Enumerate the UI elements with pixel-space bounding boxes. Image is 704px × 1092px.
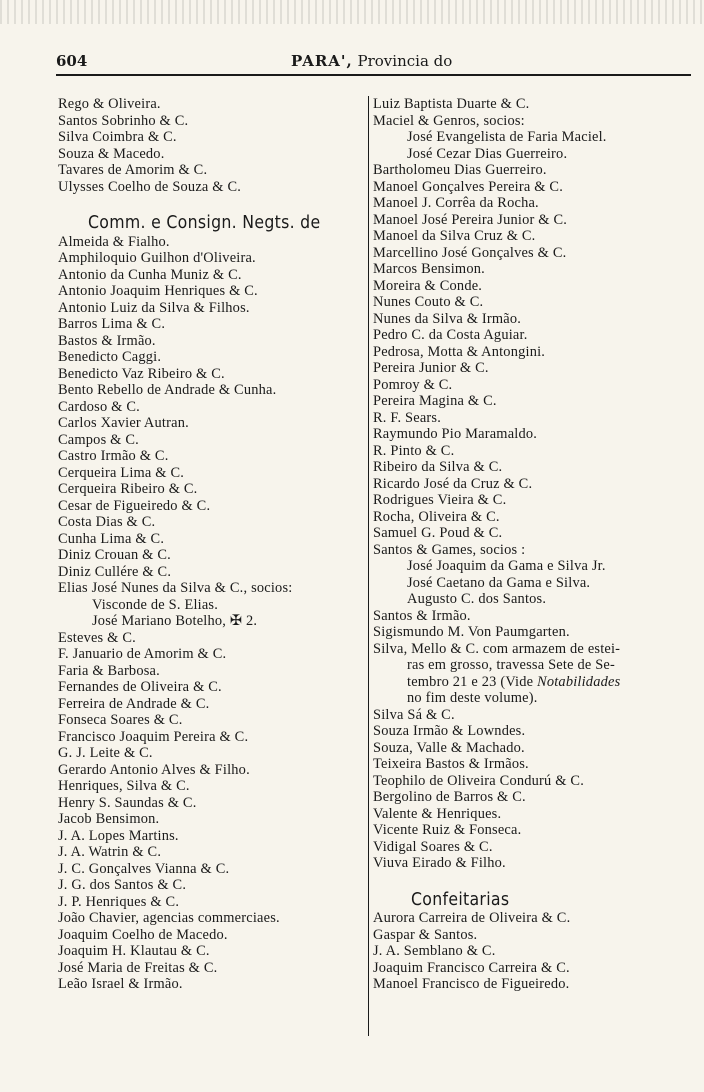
directory-entry: Joaquim H. Klautau & C. [58,943,210,959]
directory-entry: Raymundo Pio Maramaldo. [373,426,538,442]
directory-entry: Gerardo Antonio Alves & Filho. [58,761,250,778]
section-heading-commerce: Comm. e Consign. Negts. de [88,213,321,233]
directory-entry: Souza, Valle & Machado. [373,739,525,756]
partner-entry: José Cezar Dias Guerreiro. [407,145,568,162]
directory-entry: Manoel Francisco de Figueiredo. [373,976,570,992]
directory-entry: Bergolino de Barros & C. [373,789,526,805]
running-title [291,52,452,70]
partner-entry: José Caetano da Gama e Silva. [407,574,591,591]
right-column [368,96,696,1036]
directory-entry: Pedro C. da Costa Aguiar. [373,327,528,343]
directory-entry: Joaquim Coelho de Macedo. [58,926,228,943]
directory-entry: Antonio Joaquim Henriques & C. [58,283,258,299]
directory-entry: Rodrigues Vieira & C. [373,492,507,508]
directory-entry: Pereira Magina & C. [373,393,497,409]
directory-entry: Marcos Bensimon. [373,261,485,277]
directory-entry: Vicente Ruiz & Fonseca. [373,822,522,838]
directory-entry: Santos & Irmão. [373,607,471,624]
commerce-list-continued [58,630,363,993]
directory-entry: Fernandes de Oliveira & C. [58,679,222,695]
directory-entry: Diniz Crouan & C. [58,547,171,563]
directory-entry: J. P. Henriques & C. [58,893,180,910]
directory-entry: Souza & Macedo. [58,145,165,162]
directory-entry: Ferreira de Andrade & C. [58,695,210,712]
partner-entry: José Joaquim da Gama e Silva Jr. [407,558,606,574]
directory-entry: Sigismundo M. Von Paumgarten. [373,624,570,640]
santos-partners-list [373,558,696,608]
scan-noise [0,0,704,24]
directory-entry: Diniz Cullére & C. [58,563,172,580]
directory-entry: Vidigal Soares & C. [373,838,493,855]
directory-entry: Silva Coimbra & C. [58,129,177,145]
maciel-partners-list [373,129,696,162]
directory-entry: Pereira Junior & C. [373,360,489,376]
directory-entry: F. Januario de Amorim & C. [58,646,227,662]
directory-entry: Tavares de Amorim & C. [58,162,208,178]
directory-entry: José Maria de Freitas & C. [58,959,218,976]
directory-entry: Cunha Lima & C. [58,530,165,547]
directory-entry: Cardoso & C. [58,398,140,415]
directory-entry: J. A. Lopes Martins. [58,827,179,844]
directory-entry: Manoel da Silva Cruz & C. [373,228,536,244]
directory-entry: Santos Sobrinho & C. [58,112,189,129]
directory-entry: Santos & Games, socios : [373,541,526,558]
silva-mello-line-3 [373,674,696,691]
directory-entry: Ulysses Coelho de Souza & C. [58,178,242,195]
directory-entry: Pedrosa, Motta & Antongini. [373,343,546,360]
directory-entry: Castro Irmão & C. [58,448,169,464]
directory-entry: Luiz Baptista Duarte & C. [373,96,530,112]
directory-entry: Leão Israel & Irmão. [58,976,183,992]
page-header [56,52,691,76]
directory-entry: Teophilo de Oliveira Condurú & C. [373,772,585,789]
directory-entry: Manoel J. Corrêa da Rocha. [373,195,539,211]
page-number: 604 [56,52,88,70]
directory-entry: Bastos & Irmão. [58,332,156,349]
running-title-rest: Provincia do [352,52,453,70]
directory-entry: Bento Rebello de Andrade & Cunha. [58,382,277,398]
right-list-1 [373,96,696,129]
running-title-bold: PARA', [291,52,353,70]
silva-mello-reference: Notabilidades [537,673,621,690]
directory-entry: Gaspar & Santos. [373,926,478,943]
directory-entry: João Chavier, agencias commerciaes. [58,910,280,926]
partner-entry: José Evangelista de Faria Maciel. [407,129,607,145]
left-top-list [58,96,363,195]
left-column [58,96,363,993]
directory-entry: Manoel José Pereira Junior & C. [373,211,568,228]
directory-entry: Amphiloquio Guilhon d'Oliveira. [58,250,256,266]
directory-entry: Carlos Xavier Autran. [58,415,189,431]
partner-entry: José Mariano Botelho, ✠ 2. [92,613,258,629]
directory-entry: Antonio Luiz da Silva & Filhos. [58,299,250,316]
directory-entry: J. C. Gonçalves Vianna & C. [58,860,230,877]
directory-entry: Benedicto Vaz Ribeiro & C. [58,365,225,382]
section-heading-confeitarias: Confeitarias [411,889,510,910]
directory-entry: Esteves & C. [58,629,136,646]
directory-entry: Benedicto Caggi. [58,349,162,365]
silva-mello-line-2: ras em grosso, travessa Sete de Se- [407,657,616,673]
directory-entry: Nunes da Silva & Irmão. [373,310,522,327]
directory-entry: Pomroy & C. [373,376,453,393]
directory-entry: Viuva Eirado & Filho. [373,855,506,871]
commerce-list [58,234,363,597]
directory-entry: Cesar de Figueiredo & C. [58,497,211,514]
directory-entry: Barros Lima & C. [58,316,166,332]
directory-entry: Costa Dias & C. [58,514,156,530]
directory-entry: Rocha, Oliveira & C. [373,508,500,525]
directory-entry: Faria & Barbosa. [58,662,160,679]
directory-entry: Aurora Carreira de Oliveira & C. [373,910,571,926]
directory-entry: Almeida & Fialho. [58,233,170,250]
elias-partners-list [58,597,363,630]
directory-entry: Ribeiro da Silva & C. [373,459,503,475]
directory-entry: Elias José Nunes da Silva & C., socios: [58,580,293,596]
directory-entry: Cerqueira Ribeiro & C. [58,481,198,497]
right-list-2 [373,162,696,558]
silva-mello-line-3-text: tembro 21 e 23 (Vide [407,673,538,690]
directory-entry: Moreira & Conde. [373,277,483,294]
directory-entry: Antonio da Cunha Muniz & C. [58,266,242,283]
directory-entry: Joaquim Francisco Carreira & C. [373,959,570,976]
directory-entry: Valente & Henriques. [373,805,502,822]
directory-entry: Samuel G. Poud & C. [373,525,503,541]
directory-entry: G. J. Leite & C. [58,745,153,761]
directory-entry: Rego & Oliveira. [58,96,161,112]
directory-entry: J. A. Semblano & C. [373,943,496,959]
directory-entry: Nunes Couto & C. [373,294,484,310]
confeitarias-list [373,910,696,993]
directory-entry: Marcellino José Gonçalves & C. [373,244,567,261]
directory-entry: Bartholomeu Dias Guerreiro. [373,162,547,178]
silva-mello-line-4: no fim deste volume). [407,690,538,706]
directory-entry: Fonseca Soares & C. [58,712,183,728]
directory-entry: Manoel Gonçalves Pereira & C. [373,178,564,195]
directory-entry: Teixeira Bastos & Irmãos. [373,756,529,772]
partner-entry: Augusto C. dos Santos. [407,591,547,607]
directory-entry: Souza Irmão & Lowndes. [373,723,526,739]
directory-entry: Francisco Joaquim Pereira & C. [58,728,249,745]
silva-mello-entry [373,641,696,707]
directory-entry: Ricardo José da Cruz & C. [373,475,533,492]
directory-entry: R. Pinto & C. [373,442,455,459]
directory-entry: J. A. Watrin & C. [58,844,162,860]
directory-entry: Jacob Bensimon. [58,811,160,827]
silva-mello-line-1: Silva, Mello & C. com armazem de estei- [373,640,621,657]
directory-entry: Henriques, Silva & C. [58,778,190,794]
right-list-3 [373,608,696,641]
directory-entry: Maciel & Genros, socios: [373,112,525,129]
directory-entry: Silva Sá & C. [373,706,455,723]
directory-entry: Henry S. Saundas & C. [58,794,197,811]
right-list-4 [373,707,696,872]
directory-entry: Cerqueira Lima & C. [58,464,185,481]
directory-entry: Campos & C. [58,431,139,448]
directory-entry: J. G. dos Santos & C. [58,877,187,893]
partner-entry: Visconde de S. Elias. [92,596,219,613]
directory-entry: R. F. Sears. [373,409,442,426]
